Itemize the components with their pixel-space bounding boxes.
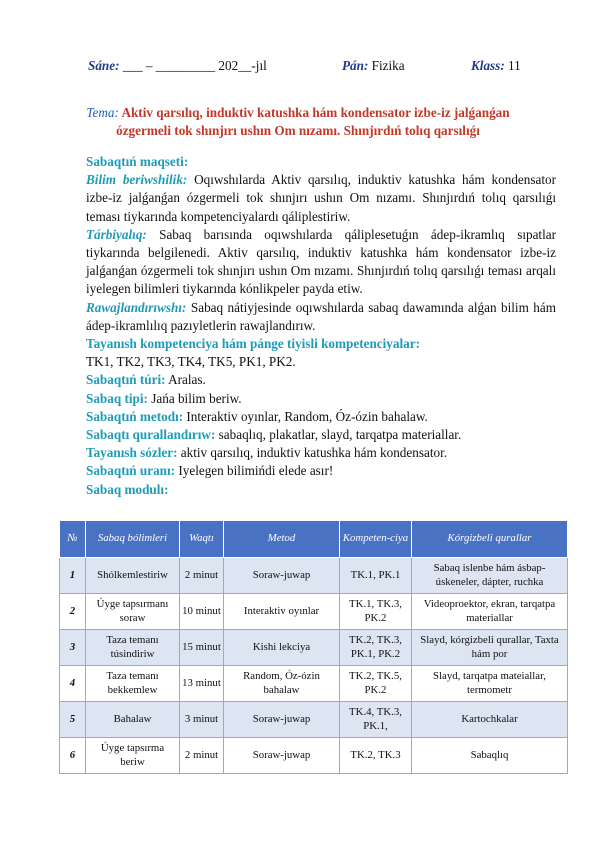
- row-visual-aids: Kartochkalar: [412, 702, 568, 738]
- educational-text: Oqıwshılarda Aktiv qarsılıq, induktiv katushka hám kondensator izbe-iz jalǵanǵan ózgermeli tok shınjırı ushın Om nızamı. Shınjırdıń tolıq qarsılıǵı teması tiykarında kompetenciyalardı qáliplestiriw.: [86, 172, 556, 224]
- col-header-competence: Kompeten-ciya: [340, 521, 412, 558]
- class-label: Klass:: [471, 58, 505, 73]
- competence-list: TK1, TK2, TK3, TK4, TK5, PK1, PK2.: [86, 354, 296, 370]
- table-row: [60, 702, 568, 738]
- row-time: 2 minut: [180, 738, 224, 774]
- keywords-value: aktiv qarsılıq, induktiv katushka hám kondensator.: [180, 445, 448, 461]
- lesson-details: [86, 153, 556, 499]
- table-row: [60, 666, 568, 702]
- keywords-label: Tayanısh sózler:: [86, 445, 178, 461]
- row-time: 2 minut: [180, 558, 224, 594]
- table-row: [60, 558, 568, 594]
- row-number: 2: [60, 594, 86, 630]
- topic-title: [60, 104, 536, 140]
- col-header-number: №: [60, 521, 86, 558]
- row-method: Soraw-juwap: [224, 702, 340, 738]
- col-header-time: Waqtı: [180, 521, 224, 558]
- lesson-type-value: Aralas.: [168, 372, 206, 388]
- developing-text: Sabaq nátiyjesinde oqıwshılarda sabaq dawamında alǵan bilim hám ádep-ikramlılıq pazıyletlerin rawajlandırıw.: [86, 299, 556, 333]
- row-number: 3: [60, 630, 86, 666]
- motto-value: Iyelegen bilimińdi elede asır!: [178, 463, 334, 479]
- class-field: [471, 58, 521, 74]
- upbringing-text: Sabaq barısında oqıwshılarda qáliplesetuǵın ádep-ikramlıq sıpatlar tiykarında belgilenedi. Aktiv qarsılıq, induktiv katushka hám kondensator izbe-iz jalǵanǵan ózgermeli tok shınjırı ushın Om nızamı. Shınjırdıń tolıq qarsılıǵı teması arqalı iyelegen bilimleri tiykarında kónlikpeler payda etiw.: [86, 226, 557, 297]
- table-header-row: [60, 521, 568, 558]
- row-visual-aids: Sabaq islenbe hám ásbap-úskeneler, dápter, ruchka: [412, 558, 568, 594]
- method-label: Sabaqtıń metodı:: [86, 408, 184, 424]
- table-row: [60, 594, 568, 630]
- topic-label: Tema:: [86, 105, 119, 120]
- equipment-label: Sabaqtı qurallandırıw:: [86, 427, 216, 443]
- row-method: Soraw-juwap: [224, 738, 340, 774]
- educational-label: Bilim beriwshilik:: [86, 172, 188, 188]
- row-number: 1: [60, 558, 86, 594]
- subject-value: Fizika: [371, 58, 405, 73]
- row-time: 13 minut: [180, 666, 224, 702]
- row-section: Taza temanı túsindiriw: [86, 630, 180, 666]
- lesson-kind-label: Sabaq tipi:: [86, 390, 148, 406]
- header-line: [88, 58, 528, 76]
- upbringing-label: Tárbiyalıq:: [86, 226, 147, 242]
- col-header-method: Metod: [224, 521, 340, 558]
- row-time: 15 minut: [180, 630, 224, 666]
- row-visual-aids: Sabaqlıq: [412, 738, 568, 774]
- row-method: Random, Óz-ózin bahalaw: [224, 666, 340, 702]
- module-heading: Sabaq modulı:: [86, 481, 169, 497]
- competence-heading: Tayanısh kompetenciya hám pánge tiyisli kompetenciyalar:: [86, 336, 420, 352]
- col-header-visual-aids: Kórgizbeli qurallar: [412, 521, 568, 558]
- equipment-value: sabaqlıq, plakatlar, slayd, tarqatpa materiallar.: [218, 427, 462, 443]
- lesson-kind-value: Jańa bilim beriw.: [151, 390, 242, 406]
- class-value: 11: [508, 58, 521, 73]
- row-section: Úyge tapsırma beriw: [86, 738, 180, 774]
- row-number: 4: [60, 666, 86, 702]
- row-visual-aids: Slayd, tarqatpa mateiallar, termometr: [412, 666, 568, 702]
- row-competence: TK.2, TK.3, PK.1, PK.2: [340, 630, 412, 666]
- row-competence: TK.1, TK.3, PK.2: [340, 594, 412, 630]
- lesson-module-table: [59, 520, 568, 774]
- row-time: 3 minut: [180, 702, 224, 738]
- row-competence: TK.2, TK.3: [340, 738, 412, 774]
- date-label: Sáne:: [88, 58, 120, 73]
- date-field: [88, 58, 267, 74]
- goal-heading: Sabaqtıń maqseti:: [86, 154, 189, 169]
- lesson-type-label: Sabaqtıń túri:: [86, 372, 166, 388]
- row-method: Interaktiv oyınlar: [224, 594, 340, 630]
- developing-label: Rawajlandırıwshı:: [86, 299, 187, 315]
- row-competence: TK.4, TK.3, PK.1,: [340, 702, 412, 738]
- row-method: Soraw-juwap: [224, 558, 340, 594]
- row-visual-aids: Videoproektor, ekran, tarqatpa materiallar: [412, 594, 568, 630]
- subject-field: [342, 58, 405, 74]
- row-section: Taza temanı bekkemlew: [86, 666, 180, 702]
- row-visual-aids: Slayd, kórgizbeli qurallar, Taxta hám por: [412, 630, 568, 666]
- row-competence: TK.1, PK.1: [340, 558, 412, 594]
- method-value: Interaktiv oyınlar, Random, Óz-ózin bahalaw.: [186, 408, 428, 424]
- col-header-section: Sabaq bólimleri: [86, 521, 180, 558]
- row-number: 5: [60, 702, 86, 738]
- date-value: ___ – _________ 202__-jıl: [122, 58, 267, 73]
- subject-label: Pán:: [342, 58, 369, 73]
- table-row: [60, 738, 568, 774]
- topic-text: Aktiv qarsılıq, induktiv katushka hám kondensator izbe-iz jalǵanǵan ózgermeli tok shınjırı ushın Om nızamı. Shınjırdıń tolıq qarsılıǵı: [116, 105, 510, 138]
- row-section: Bahalaw: [86, 702, 180, 738]
- row-number: 6: [60, 738, 86, 774]
- row-section: Úyge tapsırmanı soraw: [86, 594, 180, 630]
- row-section: Shólkemlestiriw: [86, 558, 180, 594]
- row-time: 10 minut: [180, 594, 224, 630]
- motto-label: Sabaqtıń uranı:: [86, 463, 176, 479]
- table-row: [60, 630, 568, 666]
- row-method: Kishi lekciya: [224, 630, 340, 666]
- row-competence: TK.2, TK.5, PK.2: [340, 666, 412, 702]
